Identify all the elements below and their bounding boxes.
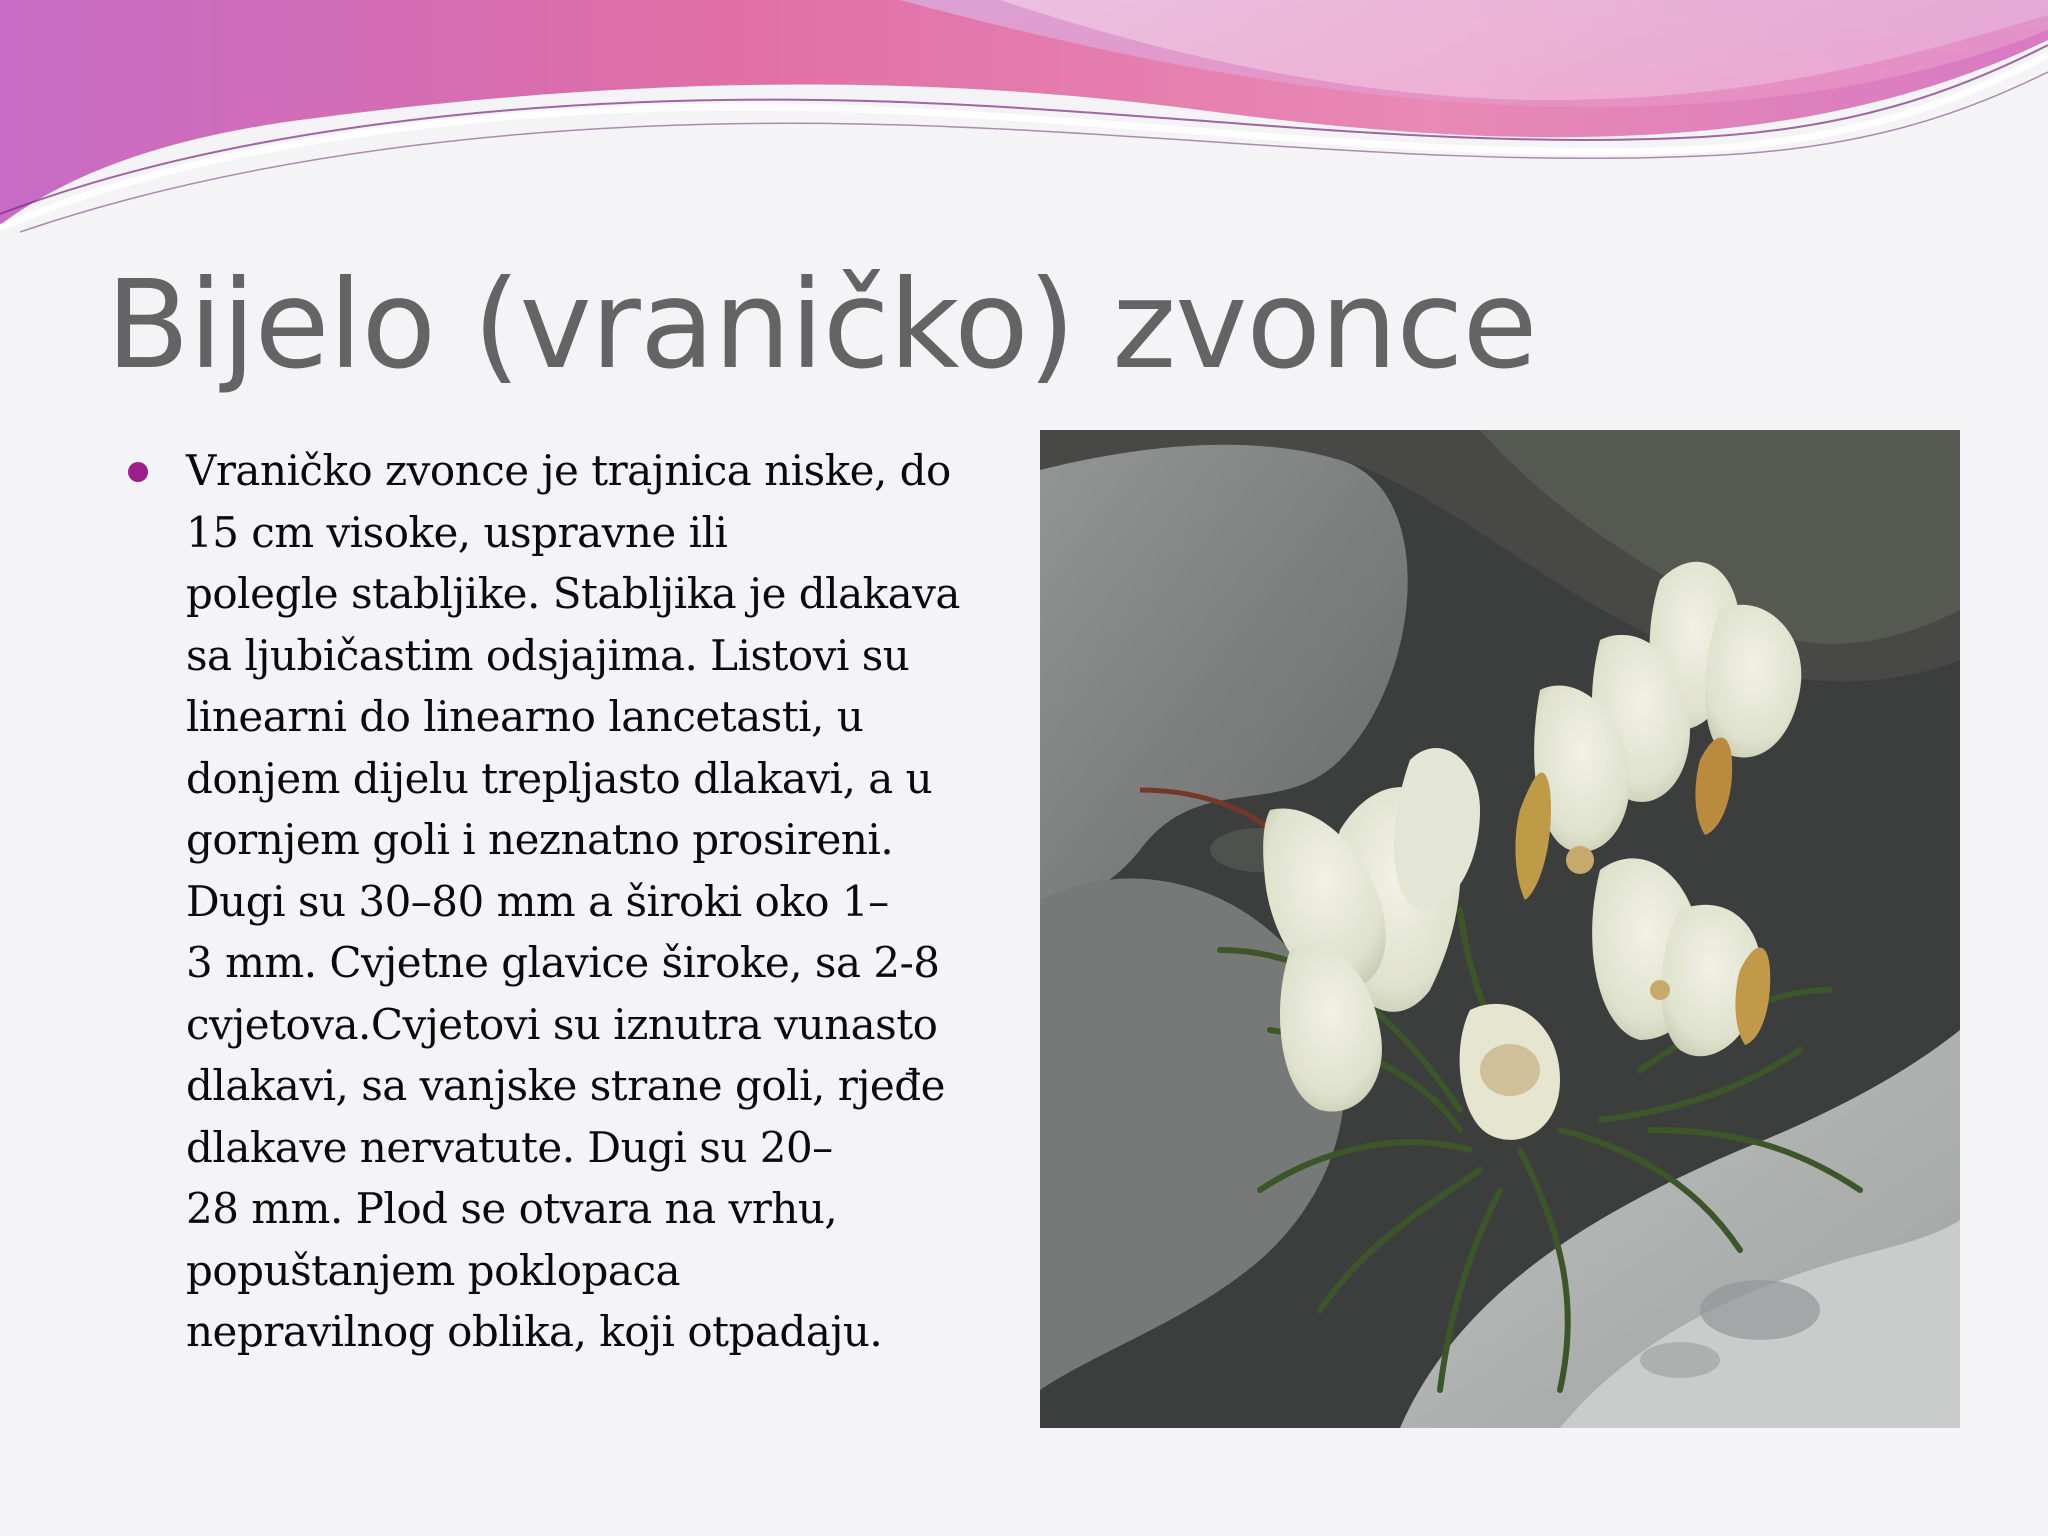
flower-photo-illustration [1040,430,1960,1428]
bullet-dot-icon [128,462,148,482]
bullet-item-text: Vraničko zvonce je trajnica niske, do 15 cm visoke, uspravne ili polegle stabljike. Stabljika je dlakava sa ljubičastim odsjajima. Listovi su linearni do linearno lancetasti, u donjem dijelu trepljasto dlakavi, a u gornjem goli i neznatno prosireni. Dugi su 30–80 mm a široki oko 1– 3 mm. Cvjetne glavice široke, sa 2-8 cvjetova.Cvjetovi su iznutra vunasto dlakavi, sa vanjske strane goli, rjeđe dlakave nervatute. Dugi su 20– 28 mm. Plod se otvara na vrhu, popuštanjem poklopaca nepravilnog oblika, koji otpadaju. [186,446,960,1356]
flower-photo [1040,430,1960,1428]
bullet-list [120,440,1000,1363]
slide-title: Bijelo (vraničko) zvonce [106,254,1537,396]
decorative-wave-header [0,0,2048,240]
